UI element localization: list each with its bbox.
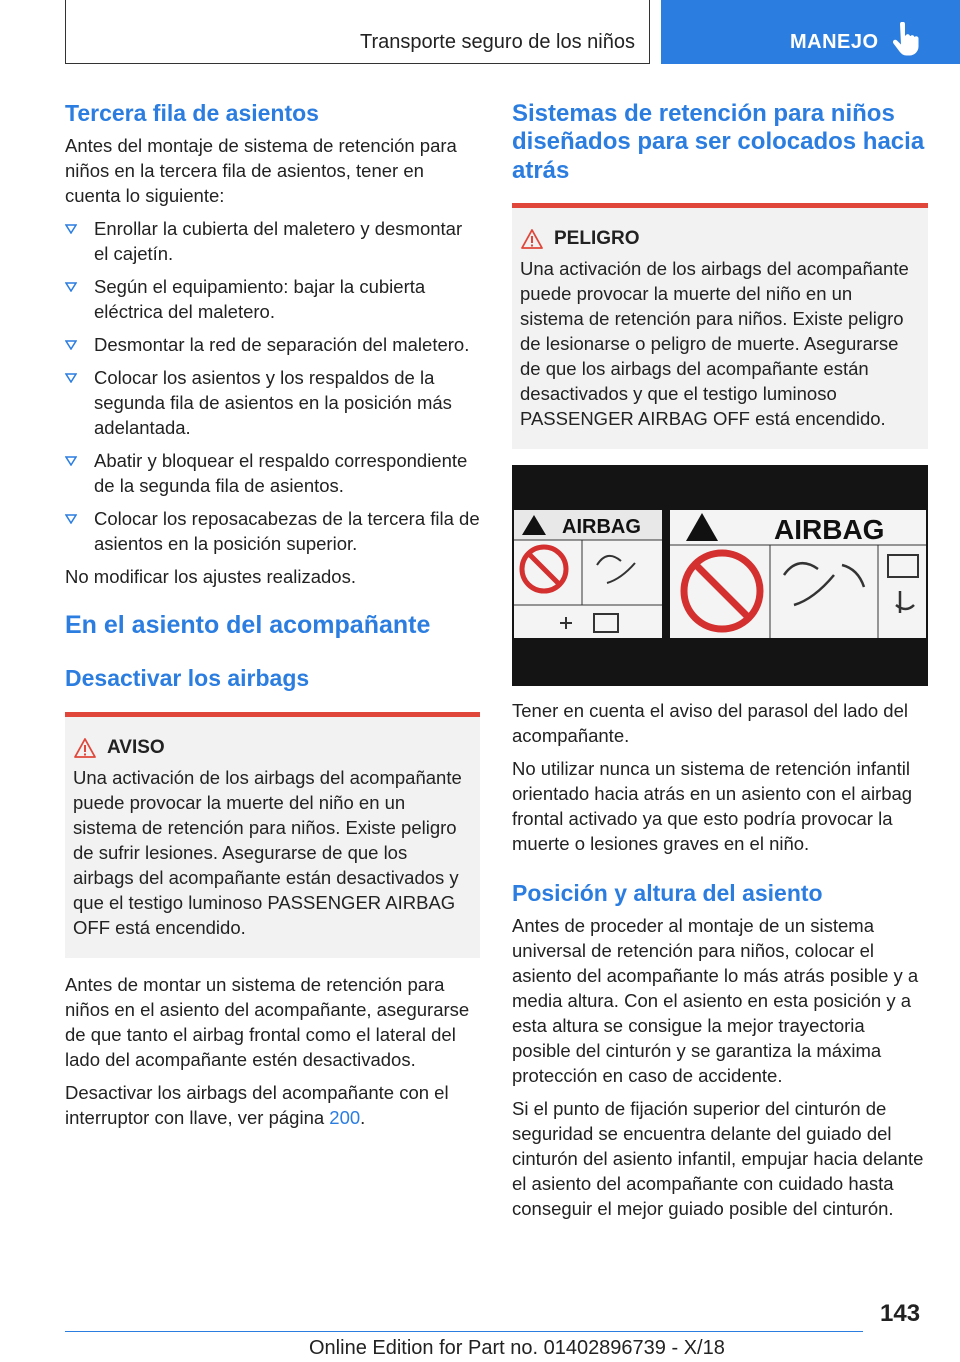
warning-text: Una activación de los airbags del acompañante puede provocar la muerte del niño en un sistema de retención para niños. Existe peligro de sufrir lesiones. Asegurarse de que los airbags del acompañante están desactivados y que el testigo luminoso PASSENGER AIRBAG OFF está encendido. xyxy=(73,766,462,938)
warning-triangle-icon xyxy=(520,228,544,250)
airbag-label-photo xyxy=(512,465,928,686)
seat-para2: Si el punto de fijación superior del cinturón de seguridad se encuentra delante del guiado del cinturón del asiento infantil, empujar hacia delante el asiento del acompañante con cuidado hasta conseguir el mejor guiado posible del cinturón. xyxy=(512,1098,924,1220)
page-number: 143 xyxy=(880,1300,921,1327)
triangle-bullet-icon xyxy=(65,224,77,234)
triangle-bullet-icon xyxy=(65,456,77,466)
never-use-para: No utilizar nunca un sistema de retención infantil orientado hacia atrás en un asiento con el airbag frontal activado ya que esto podría provocar la muerte o lesiones graves en el niño. xyxy=(512,757,913,854)
triangle-bullet-icon xyxy=(65,282,77,292)
hand-pointer-icon xyxy=(891,22,919,56)
list-item: Enrollar la cubierta del maletero y desmontar el cajetín. xyxy=(65,216,480,266)
page-link[interactable]: 200 xyxy=(329,1106,361,1128)
warning-box xyxy=(65,712,480,958)
header-section-title: Transporte seguro de los niños xyxy=(360,31,635,53)
header-section-box xyxy=(65,0,650,64)
passenger-para2: Desactivar los airbags del acompañante con el interruptor con llave, ver página 200. xyxy=(65,1081,449,1128)
rear-facing-heading: Sistemas de retención para niños diseñados para ser colocados hacia atrás xyxy=(512,100,925,184)
seat-para1: Antes de proceder al montaje de un sistema universal de retención para niños, colocar el asiento del acompañante lo más atrás posible y a media altura. Con el asiento en esta posición y a esta altura se consigue la mejor trayectoria posible del cinturón y se garantiza la máxima protección en caso de accidente. xyxy=(512,915,919,1087)
right-column xyxy=(512,100,928,1221)
warning-triangle-icon xyxy=(73,737,97,759)
seat-heading: Posición y altura del asiento xyxy=(512,879,823,906)
danger-title: PELIGRO xyxy=(554,227,640,249)
third-row-intro: Antes del montaje de sistema de retención para niños en la tercera fila de asientos, tener en cuenta lo siguiente: xyxy=(65,135,457,207)
airbag-labels-illustration xyxy=(512,465,928,686)
sunvisor-para: Tener en cuenta el aviso del parasol del lado del acompañante. xyxy=(512,699,908,746)
tab-manejo[interactable] xyxy=(661,0,960,64)
passenger-heading: En el asiento del acompañante xyxy=(65,611,431,640)
footer-edition: Online Edition for Part no. 01402896739 - X/18 xyxy=(309,1337,725,1359)
warning-title: AVISO xyxy=(107,736,165,758)
triangle-bullet-icon xyxy=(65,340,77,350)
footer-rule xyxy=(65,1331,863,1332)
airbag-heading: Desactivar los airbags xyxy=(65,664,310,691)
third-row-heading: Tercera fila de asientos xyxy=(65,100,319,126)
danger-box xyxy=(512,203,928,449)
triangle-bullet-icon xyxy=(65,373,77,383)
third-row-outro: No modificar los ajustes realizados. xyxy=(65,566,356,588)
danger-text: Una activación de los airbags del acompañante puede provocar la muerte del niño en un sistema de retención para niños. Existe peligro de lesionarse o peligro de muerte. Asegurarse de que los airbags del acompañante están desactivados y que el testigo luminoso PASSENGER AIRBAG OFF está encendido. xyxy=(520,257,909,429)
list-item: Abatir y bloquear el respaldo correspondiente de la segunda fila de asientos. xyxy=(65,448,480,498)
triangle-bullet-icon xyxy=(65,514,77,524)
passenger-para1: Antes de montar un sistema de retención para niños en el asiento del acompañante, asegurarse de que tanto el airbag frontal como el lateral del lado del acompañante estén desactivados. xyxy=(65,973,470,1070)
airbag-label-small-text: AIRBAG xyxy=(562,515,641,538)
tab-manejo-label: MANEJO xyxy=(790,31,879,53)
third-row-steps xyxy=(65,216,480,556)
list-item: Desmontar la red de separación del maletero. xyxy=(65,332,480,357)
list-item: Colocar los asientos y los respaldos de la segunda fila de asientos en la posición más adelantada. xyxy=(65,365,480,440)
left-column xyxy=(65,100,480,1130)
list-item: Colocar los reposacabezas de la tercera fila de asientos en la posición superior. xyxy=(65,506,480,556)
list-item: Según el equipamiento: bajar la cubierta eléctrica del maletero. xyxy=(65,274,480,324)
airbag-label-large-text: AIRBAG xyxy=(774,513,885,545)
